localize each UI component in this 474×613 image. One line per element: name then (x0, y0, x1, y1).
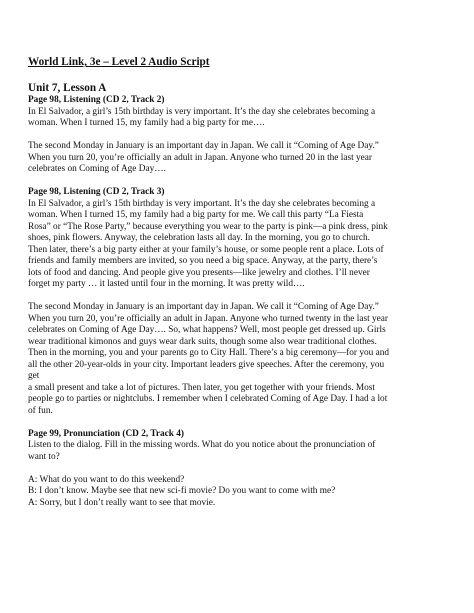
text-line: celebrates on Coming of Age Day…. So, what happens? Well, most people get dressed up. Girls (28, 325, 386, 335)
paragraph (28, 440, 453, 463)
text-line: shoes, pink flowers. Anyway, the celebration lasts all day. In the morning, you go to church. (28, 233, 370, 243)
paragraph (28, 141, 453, 176)
text-line: celebrates on Coming of Age Day…. (28, 164, 166, 174)
text-line: friends and family members are invited, so you need a big space. Anyway, at the party, there’s (28, 256, 378, 266)
text-line: In El Salvador, a girl’s 15th birthday is very important. It’s the day she celebrates becoming a (28, 106, 376, 117)
text-line: people go to parties or nightclubs. I remember when I celebrated Coming of Age Day. I had a lot (28, 394, 388, 404)
text-line: a small present and take a lot of pictures. Then later, you get together with your friends. Most (28, 382, 375, 393)
text-line: The second Monday in January is an important day in Japan. We call it “Coming of Age Day.” (28, 302, 379, 312)
text-line: The second Monday in January is an important day in Japan. We call it “Coming of Age Day.” (28, 141, 379, 151)
text-line: forget my party … it lasted until four in the morning. It was pretty wild…. (28, 279, 305, 289)
document-title: World Link, 3e – Level 2 Audio Script (28, 56, 210, 68)
paragraph-gap (28, 130, 453, 142)
text-line: Then in the morning, you and your parents go to City Hall. There’s a big ceremony—for you and (28, 348, 390, 358)
script-section (28, 187, 453, 417)
text-line: Rosa” or “The Rose Party,” because everything you wear to the party is pink—a pink dress, pink (28, 221, 388, 232)
paragraph (28, 302, 453, 417)
script-section (28, 429, 453, 510)
paragraph (28, 199, 453, 291)
paragraph-gap (28, 291, 453, 303)
text-line: wear traditional kimonos and guys wear dark suits, though some also wear traditional clothes. (28, 336, 377, 347)
text-line: of fun. (28, 405, 53, 416)
text-line: want to? (28, 451, 60, 462)
text-line: When you turn 20, you’re officially an adult in Japan. Anyone who turned twenty in the last year (28, 313, 388, 324)
section-gap (28, 176, 453, 188)
text-line: A: What do you want to do this weekend? (28, 474, 185, 485)
unit-title: Unit 7, Lesson A (28, 82, 107, 94)
text-line: A: Sorry, but I don’t really want to see that movie. (28, 497, 216, 508)
paragraph-gap (28, 463, 453, 475)
section-heading: Page 98, Listening (CD 2, Track 2) (28, 95, 165, 105)
section-heading: Page 99, Pronunciation (CD 2, Track 4) (28, 428, 184, 439)
text-line: all the other 20-year-olds in your city. Important leaders give speeches. After the ceremony, you (28, 359, 385, 370)
document-content (28, 55, 453, 509)
text-line: lots of food and dancing. And people give you presents—like jewelry and clothes. I’ll never (28, 267, 370, 278)
text-line: Listen to the dialog. Fill in the missing words. What do you notice about the pronunciation of (28, 440, 376, 450)
text-line: woman. When I turned 15, my family had a big party for me…. (28, 118, 265, 128)
text-line: B: I don’t know. Maybe see that new sci-fi movie? Do you want to come with me? (28, 486, 336, 496)
script-section (28, 95, 453, 176)
section-heading: Page 98, Listening (CD 2, Track 3) (28, 187, 165, 197)
paragraph (28, 107, 453, 130)
text-line: get (28, 371, 40, 381)
text-line: Then later, there’s a big party either at your family’s house, or some people rent a place. Lots of (28, 244, 384, 255)
text-line: When you turn 20, you’re officially an adult in Japan. Anyone who turned 20 in the last year (28, 152, 372, 163)
script-sections (28, 95, 453, 509)
text-line: In El Salvador, a girl’s 15th birthday is very important. It’s the day she celebrates becoming a (28, 198, 376, 209)
section-gap (28, 417, 453, 429)
paragraph (28, 475, 453, 510)
text-line: woman. When I turned 15, my family had a big party for me. We call this party “La Fiesta (28, 210, 364, 220)
